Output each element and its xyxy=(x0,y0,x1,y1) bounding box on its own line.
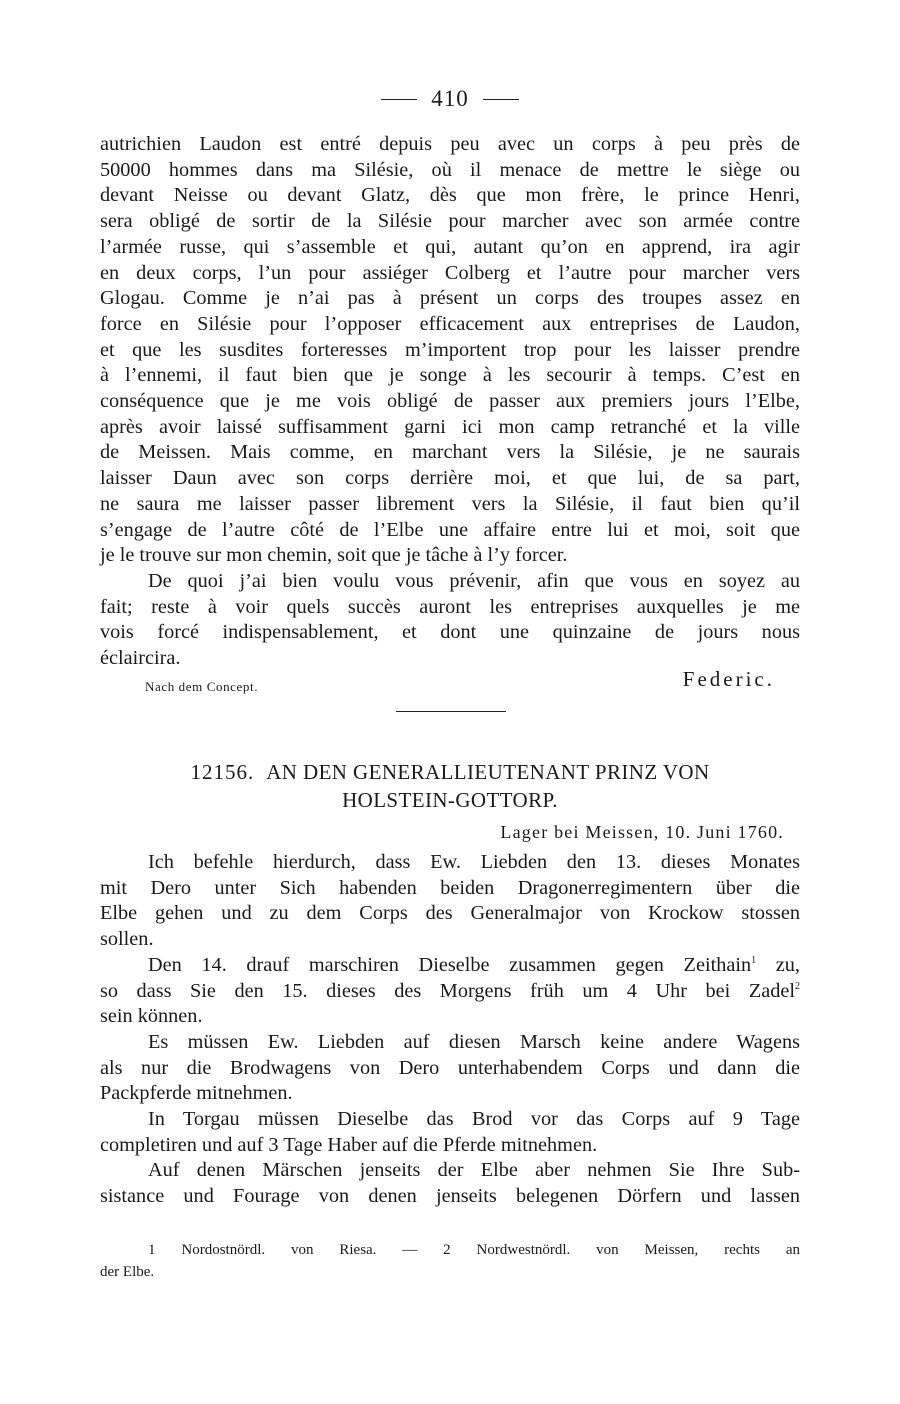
body-line: fait; reste à voir quels succès auront les entreprises auxquelles je me xyxy=(100,595,800,618)
body-line: ne saura me laisser passer librement vers la Silésie, il faut bien qu’il xyxy=(100,492,800,515)
page-header xyxy=(0,86,900,112)
body-line: laisser Daun avec son corps derrière moi, et que lui, de sa part, xyxy=(100,467,800,490)
body-line-text: so dass Sie den 15. dieses des Morgens früh um 4 Uhr bei Zadel xyxy=(100,979,795,1002)
body-line: conséquence que je me vois obligé de passer aux premiers jours l’Elbe, xyxy=(100,390,800,413)
letter-two-heading xyxy=(100,758,800,814)
letter-two-body xyxy=(100,850,800,1210)
dateline-date: 10. Juni 1760. xyxy=(665,822,784,842)
footnote-line: der Elbe. xyxy=(100,1264,155,1280)
body-line: sera obligé de sortir de la Silésie pour marcher avec son armée contre xyxy=(100,210,800,233)
header-dash-right xyxy=(483,99,519,100)
body-line: l’armée russe, qui s’assemble et qui, autant qu’on en apprend, ira agir xyxy=(100,235,800,258)
body-line: et que les susdites forteresses m’importent trop pour les laisser prendre xyxy=(100,338,800,361)
body-line-with-footnote xyxy=(100,979,800,1005)
body-line: de Meissen. Mais comme, en marchant vers la Silésie, je ne saurais xyxy=(100,441,800,464)
header-dash-left xyxy=(381,99,417,100)
body-line: autrichien Laudon est entré depuis peu avec un corps à peu près de xyxy=(100,133,800,155)
body-line: après avoir laissé suffisamment garni ici mon camp retranché et la ville xyxy=(100,415,800,438)
body-line-suffix: zu, xyxy=(756,953,800,976)
body-line: als nur die Brodwagens von Dero unterhabendem Corps und dann die xyxy=(100,1056,800,1079)
footnotes xyxy=(100,1239,800,1283)
body-line: force en Silésie pour l’opposer efficacement aux entreprises de Laudon, xyxy=(100,312,800,335)
body-line: Es müssen Ew. Liebden auf diesen Marsch keine andere Wagens xyxy=(148,1030,800,1053)
body-line: Elbe gehen und zu dem Corps des Generalmajor von Krockow stossen xyxy=(100,902,800,925)
dateline xyxy=(500,822,784,843)
heading-line-1 xyxy=(100,758,800,786)
body-line: en deux corps, l’un pour assiéger Colberg et l’autre pour marcher vers xyxy=(100,261,800,284)
body-line: In Torgau müssen Dieselbe das Brod vor das Corps auf 9 Tage xyxy=(148,1108,800,1131)
body-line: s’engage de l’autre côté de l’Elbe une affaire entre lui et moi, soit que xyxy=(100,518,800,541)
section-divider xyxy=(396,711,506,712)
body-line: Packpferde mitnehmen. xyxy=(100,1082,293,1105)
closing-block xyxy=(145,667,775,697)
body-line-text: Den 14. drauf marschiren Dieselbe zusammen gegen Zeithain xyxy=(148,953,752,976)
body-line: Ich befehle hierdurch, dass Ew. Liebden den 13. dieses Monates xyxy=(148,851,800,873)
body-line: devant Neisse ou devant Glatz, dès que mon frère, le prince Henri, xyxy=(100,184,800,207)
body-line: sollen. xyxy=(100,928,154,951)
footnote-mark-1: 1 xyxy=(751,955,757,967)
body-line: à l’ennemi, il faut bien que je songe à les secourir à temps. C’est en xyxy=(100,364,800,387)
signature: Federic. xyxy=(682,667,775,691)
body-line: je le trouve sur mon chemin, soit que je tâche à l’y forcer. xyxy=(100,544,568,567)
footnote-line: 1 Nordostnördl. von Riesa. — 2 Nordwestnördl. von Meissen, rechts an xyxy=(148,1242,800,1258)
body-line-with-footnote xyxy=(100,953,800,979)
body-line: 50000 hommes dans ma Silésie, où il menace de mettre le siège ou xyxy=(100,158,800,181)
letter-number: 12156. xyxy=(190,760,255,784)
body-line: sein können. xyxy=(100,1005,203,1028)
letter-one-body xyxy=(100,132,800,672)
body-line: completiren und auf 3 Tage Haber auf die Pferde mitnehmen. xyxy=(100,1133,598,1156)
body-line: éclaircira. xyxy=(100,647,181,670)
dateline-place: Lager bei Meissen, xyxy=(500,822,660,842)
body-line: Glogau. Comme je n’ai pas à présent un corps des troupes assez en xyxy=(100,287,800,310)
footnote-mark-2: 2 xyxy=(795,980,800,992)
body-line: mit Dero unter Sich habenden beiden Dragonerregimentern über die xyxy=(100,876,800,899)
body-line: vois forcé indispensablement, et dont une quinzaine de jours nous xyxy=(100,621,800,644)
heading-text-1: AN DEN GENERALLIEUTENANT PRINZ VON xyxy=(266,760,710,784)
heading-text-2: HOLSTEIN-GOTTORP. xyxy=(342,788,558,812)
body-line: De quoi j’ai bien voulu vous prévenir, afin que vous en soyez au xyxy=(148,569,800,592)
body-line: sistance und Fourage von denen jenseits belegenen Dörfern und lassen xyxy=(100,1185,800,1208)
page-number: 410 xyxy=(431,86,469,111)
body-line: Auf denen Märschen jenseits der Elbe aber nehmen Sie Ihre Sub- xyxy=(148,1159,800,1182)
source-note: Nach dem Concept. xyxy=(145,679,259,694)
